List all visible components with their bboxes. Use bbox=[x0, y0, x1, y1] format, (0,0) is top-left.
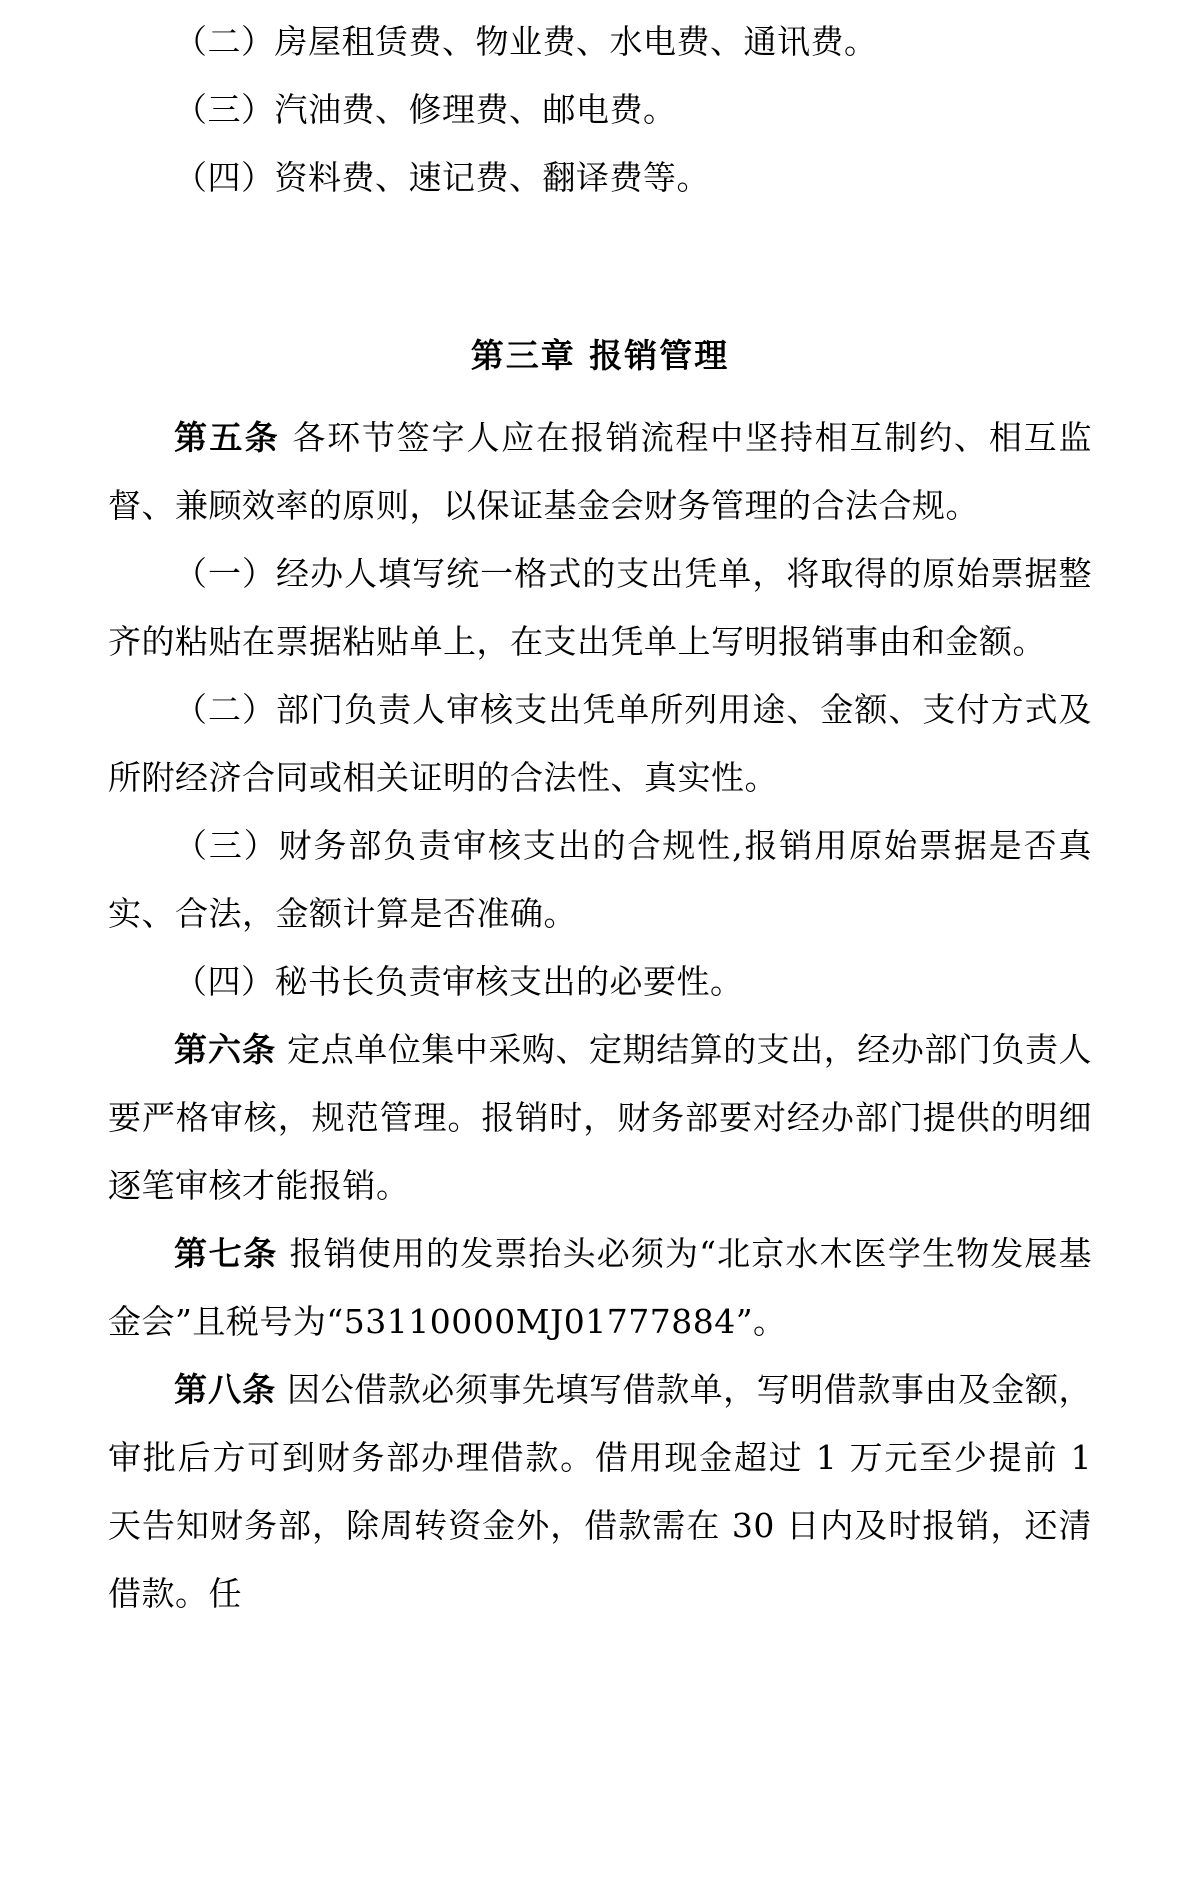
article-paragraph bbox=[108, 1220, 1092, 1356]
list-item: （二）部门负责人审核支出凭单所列用途、金额、支付方式及所附经济合同或相关证明的合法性、真实性。 bbox=[108, 690, 1092, 797]
list-item: （四）秘书长负责审核支出的必要性。 bbox=[174, 962, 744, 1001]
article-body: 因公借款必须事先填写借款单，写明借款事由及金额，审批后方可到财务部办理借款。借用现金超过 1 万元至少提前 1 天告知财务部，除周转资金外，借款需在 30 日内及时报销，还清借款。任 bbox=[108, 1370, 1093, 1613]
list-item: （四）资料费、速记费、翻译费等。 bbox=[174, 158, 710, 197]
list-item: （二）房屋租赁费、物业费、水电费、通讯费。 bbox=[174, 22, 878, 61]
article-paragraph bbox=[108, 1356, 1092, 1628]
article-paragraph bbox=[108, 404, 1092, 540]
article-label: 第七条 bbox=[174, 1234, 278, 1273]
article-body: 报销使用的发票抬头必须为“北京水木医学生物发展基金会”且税号为“53110000MJ01777884”。 bbox=[108, 1234, 1092, 1341]
article-label: 第五条 bbox=[174, 418, 280, 457]
chapter-heading: 第三章 报销管理 bbox=[470, 336, 730, 375]
list-item: （三）财务部负责审核支出的合规性,报销用原始票据是否真实、合法，金额计算是否准确。 bbox=[108, 826, 1092, 933]
article-paragraph bbox=[108, 1016, 1092, 1220]
list-item: （三）汽油费、修理费、邮电费。 bbox=[174, 90, 677, 129]
article-label: 第八条 bbox=[174, 1370, 277, 1409]
article-body: 定点单位集中采购、定期结算的支出，经办部门负责人要严格审核，规范管理。报销时，财务部要对经办部门提供的明细逐笔审核才能报销。 bbox=[108, 1030, 1093, 1205]
list-item: （一）经办人填写统一格式的支出凭单，将取得的原始票据整齐的粘贴在票据粘贴单上，在支出凭单上写明报销事由和金额。 bbox=[108, 554, 1092, 661]
article-body: 各环节签字人应在报销流程中坚持相互制约、相互监督、兼顾效率的原则，以保证基金会财务管理的合法合规。 bbox=[108, 418, 1093, 525]
article-label: 第六条 bbox=[174, 1030, 277, 1069]
